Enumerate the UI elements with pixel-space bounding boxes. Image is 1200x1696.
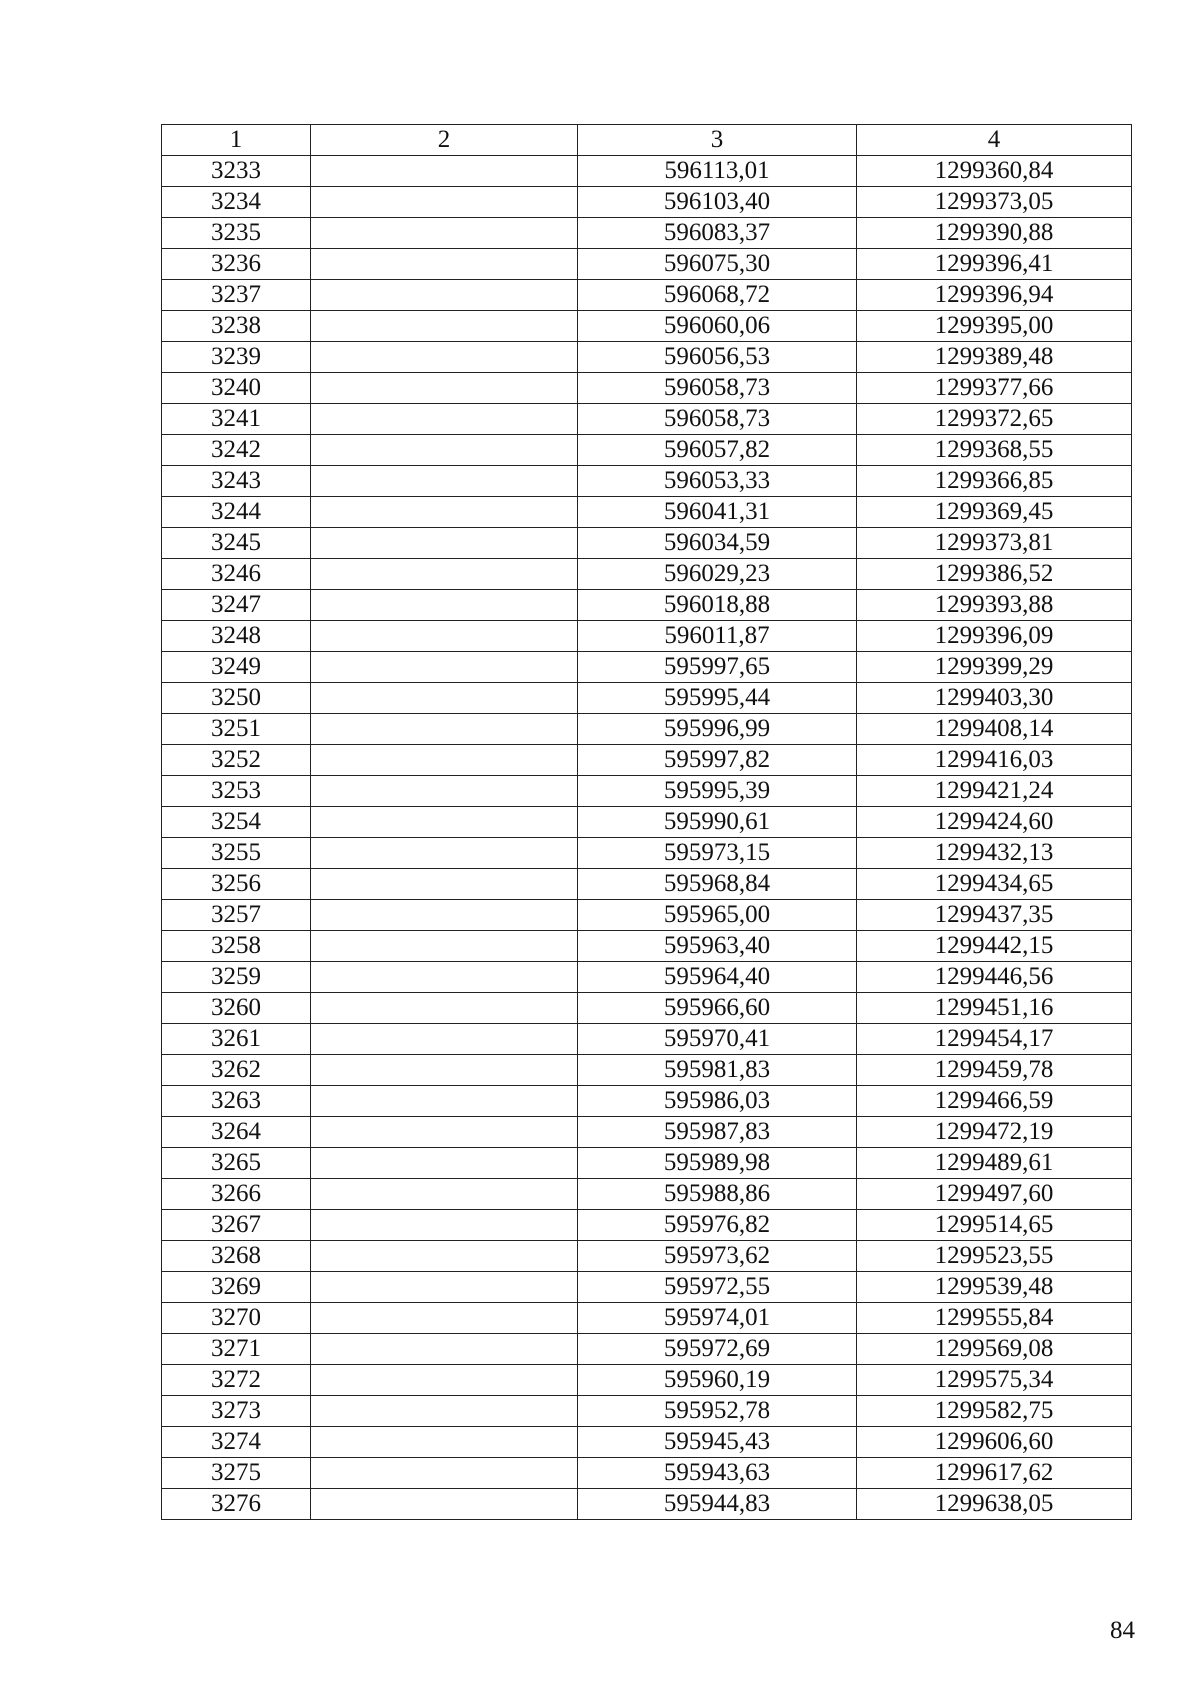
column-header: 4 bbox=[857, 125, 1132, 156]
table-cell bbox=[311, 373, 578, 404]
table-cell: 3246 bbox=[162, 559, 311, 590]
table-cell: 3245 bbox=[162, 528, 311, 559]
table-cell: 3265 bbox=[162, 1148, 311, 1179]
table-cell: 3254 bbox=[162, 807, 311, 838]
table-cell: 595943,63 bbox=[578, 1458, 857, 1489]
table-row bbox=[162, 528, 1132, 559]
table-row bbox=[162, 559, 1132, 590]
table-cell bbox=[311, 869, 578, 900]
table-cell bbox=[311, 435, 578, 466]
table-cell: 595945,43 bbox=[578, 1427, 857, 1458]
table-cell: 3268 bbox=[162, 1241, 311, 1272]
table-cell: 3235 bbox=[162, 218, 311, 249]
table-row bbox=[162, 652, 1132, 683]
table-cell: 3234 bbox=[162, 187, 311, 218]
table-cell: 1299555,84 bbox=[857, 1303, 1132, 1334]
table-cell: 595968,84 bbox=[578, 869, 857, 900]
table-cell: 3257 bbox=[162, 900, 311, 931]
table-cell bbox=[311, 1148, 578, 1179]
table-cell bbox=[311, 1458, 578, 1489]
table-cell: 1299437,35 bbox=[857, 900, 1132, 931]
table-cell: 3241 bbox=[162, 404, 311, 435]
table-row bbox=[162, 1148, 1132, 1179]
table-cell: 1299454,17 bbox=[857, 1024, 1132, 1055]
table-cell: 3250 bbox=[162, 683, 311, 714]
table-cell bbox=[311, 652, 578, 683]
table-row bbox=[162, 993, 1132, 1024]
table-cell: 3258 bbox=[162, 931, 311, 962]
table-row bbox=[162, 931, 1132, 962]
table-cell: 1299377,66 bbox=[857, 373, 1132, 404]
table-cell: 1299569,08 bbox=[857, 1334, 1132, 1365]
table-cell bbox=[311, 931, 578, 962]
table-cell: 1299514,65 bbox=[857, 1210, 1132, 1241]
table-body bbox=[162, 156, 1132, 1520]
table-cell bbox=[311, 745, 578, 776]
table-cell: 596011,87 bbox=[578, 621, 857, 652]
table-row bbox=[162, 466, 1132, 497]
table-cell bbox=[311, 1117, 578, 1148]
coordinates-table bbox=[161, 124, 1132, 1520]
table-cell: 3249 bbox=[162, 652, 311, 683]
table-row bbox=[162, 869, 1132, 900]
table-row bbox=[162, 1272, 1132, 1303]
table-row bbox=[162, 1427, 1132, 1458]
table-cell: 3264 bbox=[162, 1117, 311, 1148]
table-cell: 3275 bbox=[162, 1458, 311, 1489]
table-cell: 595970,41 bbox=[578, 1024, 857, 1055]
table-cell bbox=[311, 1210, 578, 1241]
table-row bbox=[162, 900, 1132, 931]
table-cell: 595952,78 bbox=[578, 1396, 857, 1427]
table-row bbox=[162, 404, 1132, 435]
table-cell: 1299472,19 bbox=[857, 1117, 1132, 1148]
table-cell: 1299432,13 bbox=[857, 838, 1132, 869]
table-cell: 3243 bbox=[162, 466, 311, 497]
table-row bbox=[162, 1055, 1132, 1086]
table-cell: 1299582,75 bbox=[857, 1396, 1132, 1427]
table-cell: 1299399,29 bbox=[857, 652, 1132, 683]
table-cell: 596083,37 bbox=[578, 218, 857, 249]
table-row bbox=[162, 1489, 1132, 1520]
table-row bbox=[162, 807, 1132, 838]
table-cell: 595964,40 bbox=[578, 962, 857, 993]
table-cell: 1299451,16 bbox=[857, 993, 1132, 1024]
table-cell bbox=[311, 807, 578, 838]
table-row bbox=[162, 156, 1132, 187]
table-cell: 1299403,30 bbox=[857, 683, 1132, 714]
table-cell: 3259 bbox=[162, 962, 311, 993]
table-cell bbox=[311, 1024, 578, 1055]
table-cell: 3274 bbox=[162, 1427, 311, 1458]
table-cell: 596113,01 bbox=[578, 156, 857, 187]
table-cell bbox=[311, 1489, 578, 1520]
page-number: 84 bbox=[1110, 1617, 1135, 1644]
table-cell: 596057,82 bbox=[578, 435, 857, 466]
table-cell: 595989,98 bbox=[578, 1148, 857, 1179]
table-row bbox=[162, 497, 1132, 528]
table-cell: 3269 bbox=[162, 1272, 311, 1303]
table-cell: 596029,23 bbox=[578, 559, 857, 590]
column-header: 1 bbox=[162, 125, 311, 156]
table-row bbox=[162, 1396, 1132, 1427]
table-row bbox=[162, 1458, 1132, 1489]
table-cell: 1299408,14 bbox=[857, 714, 1132, 745]
table-cell: 1299396,41 bbox=[857, 249, 1132, 280]
table-cell: 596018,88 bbox=[578, 590, 857, 621]
column-header: 2 bbox=[311, 125, 578, 156]
table-cell: 1299372,65 bbox=[857, 404, 1132, 435]
table-cell: 1299386,52 bbox=[857, 559, 1132, 590]
table-cell: 1299446,56 bbox=[857, 962, 1132, 993]
table-cell: 3239 bbox=[162, 342, 311, 373]
table-cell: 596068,72 bbox=[578, 280, 857, 311]
table-cell: 1299373,81 bbox=[857, 528, 1132, 559]
table-cell: 3261 bbox=[162, 1024, 311, 1055]
table-cell: 3267 bbox=[162, 1210, 311, 1241]
table-row bbox=[162, 838, 1132, 869]
table-cell: 595972,55 bbox=[578, 1272, 857, 1303]
table-cell: 595996,99 bbox=[578, 714, 857, 745]
table-cell: 1299368,55 bbox=[857, 435, 1132, 466]
table-cell: 1299390,88 bbox=[857, 218, 1132, 249]
table-cell bbox=[311, 218, 578, 249]
table-cell: 1299373,05 bbox=[857, 187, 1132, 218]
table-row bbox=[162, 1334, 1132, 1365]
table-cell: 595944,83 bbox=[578, 1489, 857, 1520]
table-cell: 596034,59 bbox=[578, 528, 857, 559]
table-cell: 1299575,34 bbox=[857, 1365, 1132, 1396]
table-cell: 1299539,48 bbox=[857, 1272, 1132, 1303]
table-cell: 1299489,61 bbox=[857, 1148, 1132, 1179]
table-row bbox=[162, 745, 1132, 776]
table-cell: 3270 bbox=[162, 1303, 311, 1334]
table-cell: 3251 bbox=[162, 714, 311, 745]
table-cell: 595981,83 bbox=[578, 1055, 857, 1086]
table-cell: 1299638,05 bbox=[857, 1489, 1132, 1520]
table-cell: 595986,03 bbox=[578, 1086, 857, 1117]
table-cell: 596060,06 bbox=[578, 311, 857, 342]
table-row bbox=[162, 435, 1132, 466]
table-cell bbox=[311, 714, 578, 745]
table-cell: 3256 bbox=[162, 869, 311, 900]
table-cell: 3266 bbox=[162, 1179, 311, 1210]
table-cell: 595997,82 bbox=[578, 745, 857, 776]
table-cell: 595990,61 bbox=[578, 807, 857, 838]
table-row bbox=[162, 621, 1132, 652]
table-row bbox=[162, 1024, 1132, 1055]
table-cell bbox=[311, 1241, 578, 1272]
table-cell: 596053,33 bbox=[578, 466, 857, 497]
table-cell: 595973,15 bbox=[578, 838, 857, 869]
table-cell: 1299396,94 bbox=[857, 280, 1132, 311]
table-row bbox=[162, 249, 1132, 280]
table-cell: 596041,31 bbox=[578, 497, 857, 528]
table-cell: 3236 bbox=[162, 249, 311, 280]
table-cell bbox=[311, 559, 578, 590]
table-cell: 3240 bbox=[162, 373, 311, 404]
table-cell: 1299366,85 bbox=[857, 466, 1132, 497]
table-cell bbox=[311, 1272, 578, 1303]
table-cell: 595973,62 bbox=[578, 1241, 857, 1272]
table-cell: 3244 bbox=[162, 497, 311, 528]
table-cell: 1299434,65 bbox=[857, 869, 1132, 900]
table-row bbox=[162, 373, 1132, 404]
table-row bbox=[162, 1117, 1132, 1148]
table-cell: 1299421,24 bbox=[857, 776, 1132, 807]
table-cell: 1299606,60 bbox=[857, 1427, 1132, 1458]
table-cell bbox=[311, 621, 578, 652]
table-row bbox=[162, 776, 1132, 807]
table-row bbox=[162, 342, 1132, 373]
table-cell bbox=[311, 404, 578, 435]
table-cell: 3238 bbox=[162, 311, 311, 342]
table-cell: 3237 bbox=[162, 280, 311, 311]
table-cell: 3276 bbox=[162, 1489, 311, 1520]
table-row bbox=[162, 187, 1132, 218]
table-cell: 3233 bbox=[162, 156, 311, 187]
table-cell bbox=[311, 249, 578, 280]
table-cell bbox=[311, 1427, 578, 1458]
table-cell: 3253 bbox=[162, 776, 311, 807]
table-cell bbox=[311, 1365, 578, 1396]
table-row bbox=[162, 280, 1132, 311]
table-cell: 595974,01 bbox=[578, 1303, 857, 1334]
table-row bbox=[162, 1365, 1132, 1396]
table-cell bbox=[311, 342, 578, 373]
table-cell: 3260 bbox=[162, 993, 311, 1024]
table-cell bbox=[311, 1179, 578, 1210]
table-cell bbox=[311, 311, 578, 342]
table-cell: 3248 bbox=[162, 621, 311, 652]
table-row bbox=[162, 714, 1132, 745]
table-cell: 596056,53 bbox=[578, 342, 857, 373]
table-cell: 595995,39 bbox=[578, 776, 857, 807]
table-cell: 595972,69 bbox=[578, 1334, 857, 1365]
table-cell: 1299497,60 bbox=[857, 1179, 1132, 1210]
table-cell: 596075,30 bbox=[578, 249, 857, 280]
table-row bbox=[162, 962, 1132, 993]
table-cell: 1299395,00 bbox=[857, 311, 1132, 342]
table-cell bbox=[311, 280, 578, 311]
table-cell bbox=[311, 466, 578, 497]
table-row bbox=[162, 311, 1132, 342]
table-cell bbox=[311, 1303, 578, 1334]
table-cell: 3262 bbox=[162, 1055, 311, 1086]
table-cell: 596058,73 bbox=[578, 404, 857, 435]
table-cell bbox=[311, 187, 578, 218]
table-cell: 3272 bbox=[162, 1365, 311, 1396]
table-cell: 3242 bbox=[162, 435, 311, 466]
table-cell: 595988,86 bbox=[578, 1179, 857, 1210]
table-row bbox=[162, 1179, 1132, 1210]
table-cell bbox=[311, 683, 578, 714]
table-cell: 595966,60 bbox=[578, 993, 857, 1024]
table-cell: 1299416,03 bbox=[857, 745, 1132, 776]
table-cell: 595965,00 bbox=[578, 900, 857, 931]
table-cell: 595960,19 bbox=[578, 1365, 857, 1396]
table-row bbox=[162, 1210, 1132, 1241]
table-cell: 1299389,48 bbox=[857, 342, 1132, 373]
table-cell: 1299466,59 bbox=[857, 1086, 1132, 1117]
table-header-row bbox=[162, 125, 1132, 156]
table-cell bbox=[311, 590, 578, 621]
table-cell bbox=[311, 1055, 578, 1086]
table-cell: 3273 bbox=[162, 1396, 311, 1427]
table-cell bbox=[311, 776, 578, 807]
table-row bbox=[162, 1241, 1132, 1272]
table-cell: 3255 bbox=[162, 838, 311, 869]
table-cell: 3263 bbox=[162, 1086, 311, 1117]
table-cell bbox=[311, 1086, 578, 1117]
table-cell: 3271 bbox=[162, 1334, 311, 1365]
table-cell: 1299442,15 bbox=[857, 931, 1132, 962]
table-cell: 1299396,09 bbox=[857, 621, 1132, 652]
table-cell bbox=[311, 900, 578, 931]
table-cell: 595997,65 bbox=[578, 652, 857, 683]
table-cell: 595987,83 bbox=[578, 1117, 857, 1148]
table-cell: 1299459,78 bbox=[857, 1055, 1132, 1086]
table-cell: 1299393,88 bbox=[857, 590, 1132, 621]
table-cell bbox=[311, 993, 578, 1024]
table-cell bbox=[311, 1396, 578, 1427]
table-cell: 1299617,62 bbox=[857, 1458, 1132, 1489]
table-cell bbox=[311, 962, 578, 993]
table-cell: 595963,40 bbox=[578, 931, 857, 962]
table-row bbox=[162, 218, 1132, 249]
table-cell bbox=[311, 156, 578, 187]
table-cell: 1299369,45 bbox=[857, 497, 1132, 528]
column-header: 3 bbox=[578, 125, 857, 156]
table-cell: 1299424,60 bbox=[857, 807, 1132, 838]
table-cell: 596058,73 bbox=[578, 373, 857, 404]
table-cell: 1299523,55 bbox=[857, 1241, 1132, 1272]
table-cell bbox=[311, 838, 578, 869]
table-cell: 3247 bbox=[162, 590, 311, 621]
table-cell bbox=[311, 528, 578, 559]
table-row bbox=[162, 683, 1132, 714]
table-cell: 1299360,84 bbox=[857, 156, 1132, 187]
table-row bbox=[162, 590, 1132, 621]
table-cell: 595995,44 bbox=[578, 683, 857, 714]
table-cell: 3252 bbox=[162, 745, 311, 776]
table-cell bbox=[311, 497, 578, 528]
table-cell: 596103,40 bbox=[578, 187, 857, 218]
table-row bbox=[162, 1303, 1132, 1334]
table-row bbox=[162, 1086, 1132, 1117]
table-cell: 595976,82 bbox=[578, 1210, 857, 1241]
table-cell bbox=[311, 1334, 578, 1365]
